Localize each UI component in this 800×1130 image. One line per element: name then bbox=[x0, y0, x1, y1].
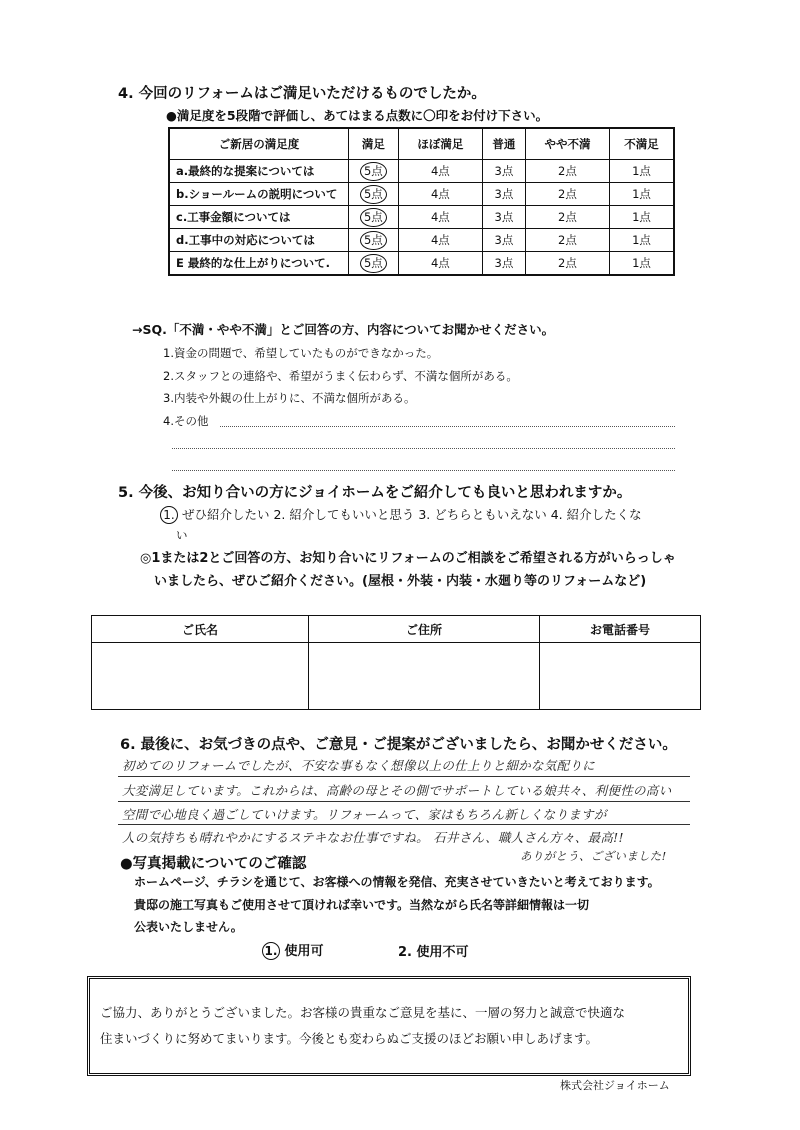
score-cell[interactable]: 2点 bbox=[525, 160, 609, 183]
table-row bbox=[169, 229, 674, 252]
score-cell[interactable]: 3点 bbox=[482, 183, 525, 206]
header-mostly-satisfied: ほぼ満足 bbox=[398, 128, 482, 160]
score-cell[interactable]: 2点 bbox=[525, 183, 609, 206]
q5-option-1[interactable]: ぜひ紹介したい bbox=[181, 507, 270, 522]
photo-option-allowed-label: 使用可 bbox=[284, 944, 324, 959]
sq-title: →SQ.「不満・やや不満」とご回答の方、内容についてお聞かせください。 bbox=[132, 322, 555, 337]
score-cell[interactable]: 4点 bbox=[398, 206, 482, 229]
photo-option-not-allowed[interactable]: 2. 使用不可 bbox=[398, 945, 469, 960]
score-cell[interactable]: 4点 bbox=[398, 252, 482, 276]
score-cell[interactable] bbox=[349, 206, 399, 229]
row-label: c.工事金額については bbox=[169, 206, 349, 229]
handwritten-comment-line-1: 初めてのリフォームでしたが、不安な事もなく想像以上の仕上りと細かな気配りに bbox=[122, 758, 595, 773]
name-field[interactable] bbox=[92, 643, 309, 710]
table-row bbox=[92, 643, 701, 710]
q5-note-line-2: いましたら、ぜひご紹介ください。(屋根・外装・内装・水廻り等のリフォームなど) bbox=[154, 574, 647, 589]
phone-field[interactable] bbox=[540, 643, 701, 710]
score-cell[interactable] bbox=[349, 160, 399, 183]
closing-line-1: ご協力、ありがとうございました。お客様の貴重なご意見を基に、一層の努力と誠意で快適な bbox=[100, 1005, 626, 1020]
table-row bbox=[169, 183, 674, 206]
table-header-row bbox=[169, 128, 674, 160]
comment-line bbox=[118, 776, 690, 777]
score-cell[interactable]: 3点 bbox=[482, 252, 525, 276]
q4-title: 4. 今回のリフォームはご満足いただけるものでしたか。 bbox=[118, 86, 486, 102]
selected-circle: 5点 bbox=[360, 162, 387, 181]
selected-circle: 5点 bbox=[360, 231, 387, 250]
sq-option-4[interactable]: 4.その他 bbox=[163, 414, 209, 428]
header-satisfied: 満足 bbox=[349, 128, 399, 160]
score-cell[interactable] bbox=[349, 183, 399, 206]
satisfaction-table bbox=[168, 127, 675, 276]
header-item: ご新居の満足度 bbox=[169, 128, 349, 160]
photo-title: ●写真掲載についてのご確認 bbox=[120, 856, 307, 872]
photo-body-line-2: 貴邸の施工写真もご使用させて頂ければ幸いです。当然ながら氏名等詳細情報は一切 bbox=[134, 898, 590, 912]
table-header-row bbox=[92, 616, 701, 643]
handwritten-comment-line-2: 大変満足しています。これからは、高齢の母とその側でサポートしている娘共々、利便性の高い bbox=[122, 783, 672, 798]
header-somewhat-unsatisfied: やや不満 bbox=[525, 128, 609, 160]
score-cell[interactable]: 1点 bbox=[610, 160, 674, 183]
q5-note-line-1: ◎1または2とご回答の方、お知り合いにリフォームのご相談をご希望される方がいらっしゃ bbox=[140, 551, 676, 566]
header-address: ご住所 bbox=[309, 616, 540, 643]
sq-option-2[interactable]: 2.スタッフとの連絡や、希望がうまく伝わらず、不満な個所がある。 bbox=[163, 369, 518, 383]
row-label: E 最終的な仕上がりについて. bbox=[169, 252, 349, 276]
score-cell[interactable]: 2点 bbox=[525, 229, 609, 252]
handwritten-comment-line-5: ありがとう、ございました! bbox=[520, 849, 667, 863]
header-name: ご氏名 bbox=[92, 616, 309, 643]
score-cell[interactable] bbox=[349, 229, 399, 252]
score-cell[interactable]: 2点 bbox=[525, 206, 609, 229]
handwritten-comment-line-4: 人の気持ちも晴れやかにするステキなお仕事ですね。 石井さん、職人さん方々、最高!! bbox=[122, 830, 624, 845]
q5-options-rest[interactable]: 2. 紹介してもいいと思う 3. どちらともいえない 4. 紹介したくな bbox=[273, 507, 642, 522]
other-answer-line[interactable] bbox=[172, 470, 675, 471]
score-cell[interactable]: 1点 bbox=[610, 183, 674, 206]
photo-body-line-1: ホームページ、チラシを通じて、お客様への情報を発信、充実させていきたいと考えております。 bbox=[134, 875, 660, 889]
q6-title: 6. 最後に、お気づきの点や、ご意見・ご提案がございましたら、お聞かせください。 bbox=[120, 737, 677, 753]
other-answer-line[interactable] bbox=[220, 426, 675, 427]
company-name: 株式会社ジョイホーム bbox=[560, 1079, 670, 1092]
photo-selected-option[interactable]: 1. bbox=[262, 942, 280, 960]
sq-option-1[interactable]: 1.資金の問題で、希望していたものができなかった。 bbox=[163, 346, 439, 360]
selected-circle: 5点 bbox=[360, 208, 387, 227]
q5-selected-option[interactable]: 1. bbox=[160, 506, 178, 524]
row-label: d.工事中の対応については bbox=[169, 229, 349, 252]
score-cell[interactable]: 3点 bbox=[482, 160, 525, 183]
handwritten-comment-line-3: 空間で心地良く過ごしていけます。リフォームって、家はもちろん新しくなりますが bbox=[122, 807, 607, 822]
selected-circle: 5点 bbox=[360, 254, 387, 273]
score-cell[interactable]: 1点 bbox=[610, 206, 674, 229]
q5-options bbox=[160, 505, 642, 524]
score-cell[interactable]: 4点 bbox=[398, 160, 482, 183]
sq-option-3[interactable]: 3.内装や外観の仕上がりに、不満な個所がある。 bbox=[163, 391, 416, 405]
score-cell[interactable] bbox=[349, 252, 399, 276]
score-cell[interactable]: 4点 bbox=[398, 229, 482, 252]
table-row bbox=[169, 206, 674, 229]
score-cell[interactable]: 3点 bbox=[482, 229, 525, 252]
q5-title: 5. 今後、お知り合いの方にジョイホームをご紹介しても良いと思われますか。 bbox=[118, 485, 632, 501]
closing-line-2: 住まいづくりに努めてまいります。今後とも変わらぬご支援のほどお願い申しあげます。 bbox=[100, 1031, 599, 1046]
header-phone: お電話番号 bbox=[540, 616, 701, 643]
row-label: b.ショールームの説明について bbox=[169, 183, 349, 206]
score-cell[interactable]: 4点 bbox=[398, 183, 482, 206]
score-cell[interactable]: 3点 bbox=[482, 206, 525, 229]
score-cell[interactable]: 2点 bbox=[525, 252, 609, 276]
header-unsatisfied: 不満足 bbox=[610, 128, 674, 160]
photo-body-line-3: 公表いたしません。 bbox=[134, 920, 243, 934]
header-neutral: 普通 bbox=[482, 128, 525, 160]
table-row bbox=[169, 252, 674, 276]
row-label: a.最終的な提案については bbox=[169, 160, 349, 183]
q4-instruction: ●満足度を5段階で評価し、あてはまる点数に〇印をお付け下さい。 bbox=[166, 108, 549, 123]
score-cell[interactable]: 1点 bbox=[610, 229, 674, 252]
comment-line bbox=[118, 801, 690, 802]
q5-option-wrap: い bbox=[176, 528, 188, 542]
selected-circle: 5点 bbox=[360, 185, 387, 204]
comment-line bbox=[118, 824, 690, 825]
score-cell[interactable]: 1点 bbox=[610, 252, 674, 276]
address-field[interactable] bbox=[309, 643, 540, 710]
other-answer-line[interactable] bbox=[172, 448, 675, 449]
photo-option-allowed[interactable] bbox=[262, 940, 324, 960]
table-row bbox=[169, 160, 674, 183]
closing-box bbox=[87, 976, 691, 1076]
contact-table bbox=[91, 615, 701, 710]
